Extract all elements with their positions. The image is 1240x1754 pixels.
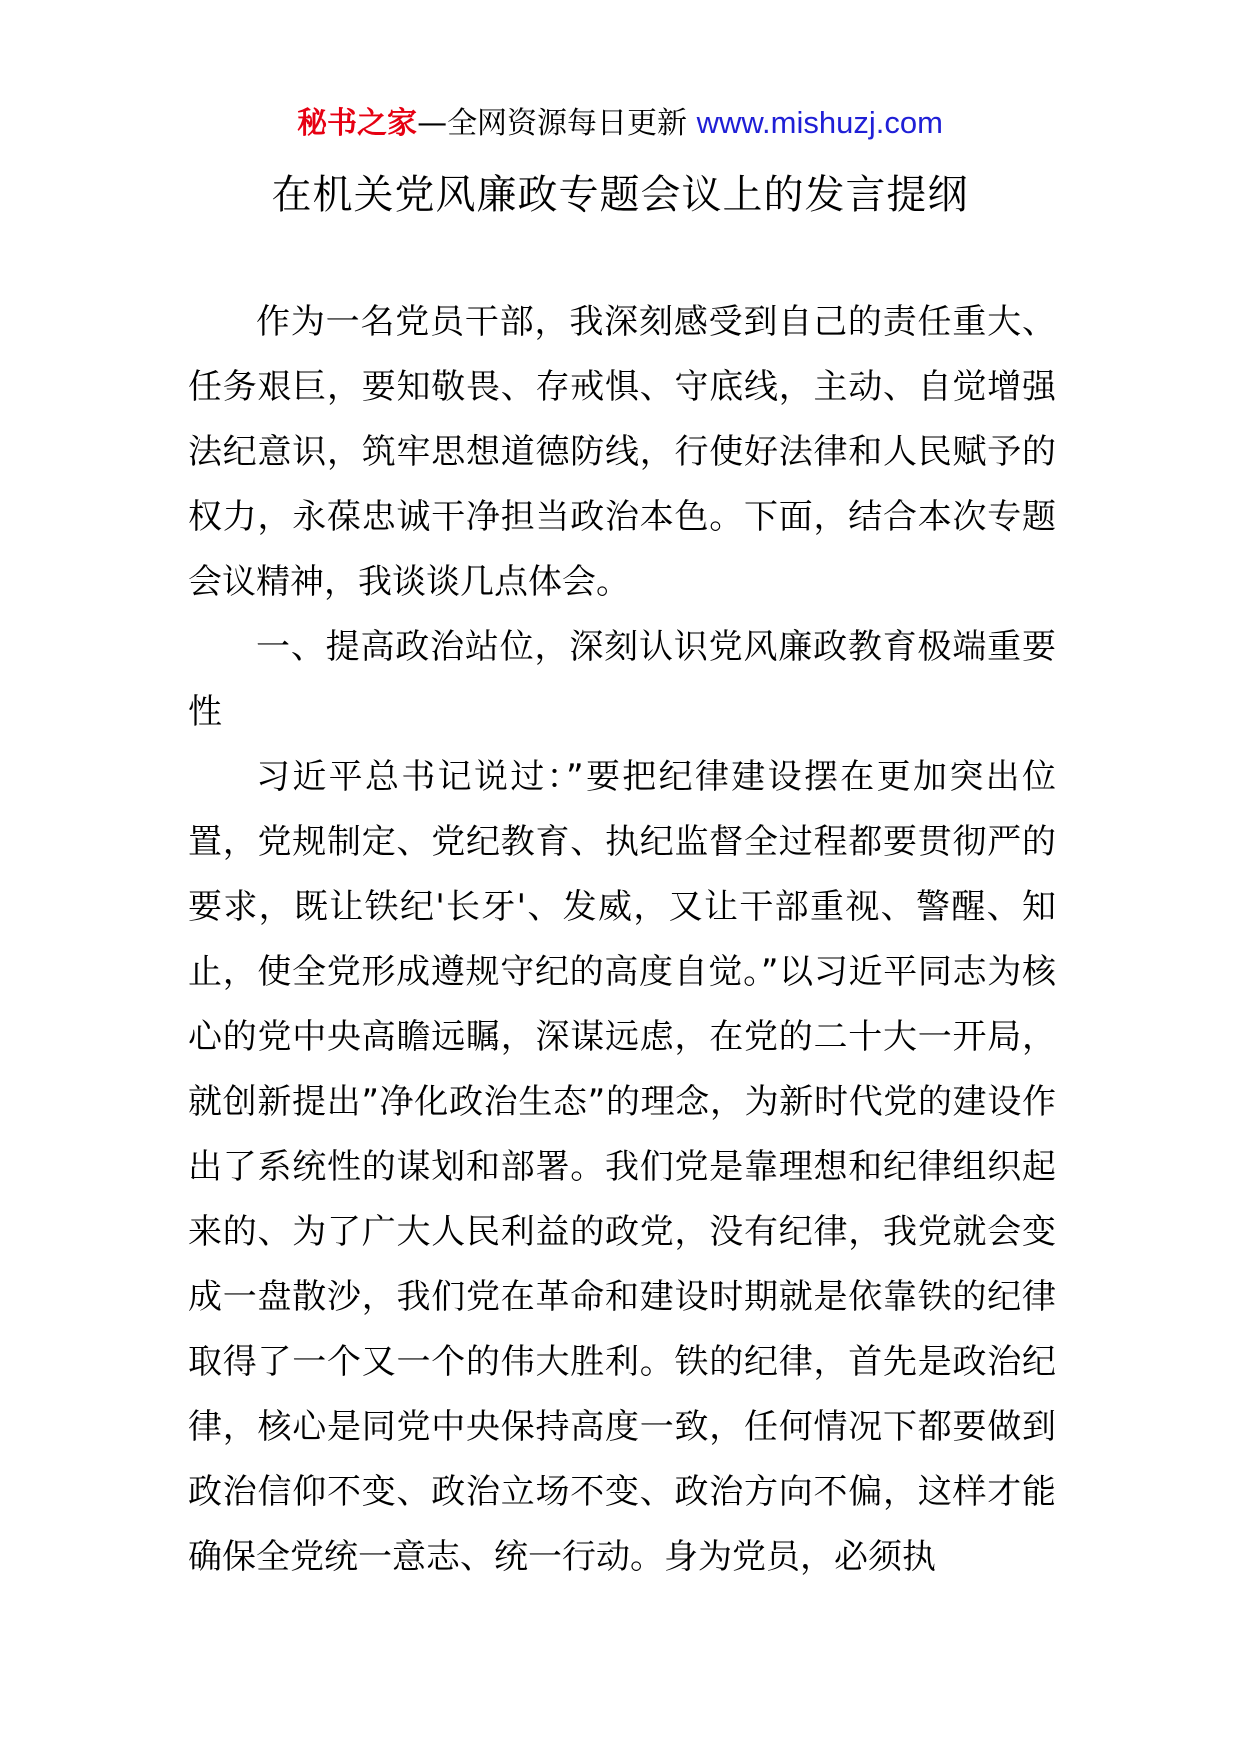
site-url-link[interactable]: www.mishuzj.com — [696, 105, 943, 140]
document-body — [188, 290, 1056, 1590]
site-header — [0, 100, 1240, 147]
site-tagline: —全网资源每日更新 — [417, 106, 697, 141]
section-paragraph: 习近平总书记说过：”要把纪律建设摆在更加突出位置，党规制定、党纪教育、执纪监督全过程都要贯彻严的要求，既让铁纪'长牙'、发威，又让干部重视、警醒、知止，使全党形成遵规守纪的高度自觉。”以习近平同志为核心的党中央高瞻远瞩，深谋远虑，在党的二十大一开局，就创新提出”净化政治生态”的理念，为新时代党的建设作出了系统性的谋划和部署。我们党是靠理想和纪律组织起来的、为了广大人民利益的政党，没有纪律，我党就会变成一盘散沙，我们党在革命和建设时期就是依靠铁的纪律取得了一个又一个的伟大胜利。铁的纪律，首先是政治纪律，核心是同党中央保持高度一致，任何情况下都要做到政治信仰不变、政治立场不变、政治方向不偏，这样才能确保全党统一意志、统一行动。身为党员，必须执 — [188, 757, 1056, 1577]
intro-paragraph: 作为一名党员干部，我深刻感受到自己的责任重大、任务艰巨，要知敬畏、存戒惧、守底线，主动、自觉增强法纪意识，筑牢思想道德防线，行使好法律和人民赋予的权力，永葆忠诚干净担当政治本色。下面，结合本次专题会议精神，我谈谈几点体会。 — [188, 302, 1056, 602]
section-heading: 一、提高政治站位，深刻认识党风廉政教育极端重要性 — [188, 627, 1056, 732]
site-name: 秘书之家 — [297, 106, 418, 141]
document-title: 在机关党风廉政专题会议上的发言提纲 — [271, 172, 969, 218]
